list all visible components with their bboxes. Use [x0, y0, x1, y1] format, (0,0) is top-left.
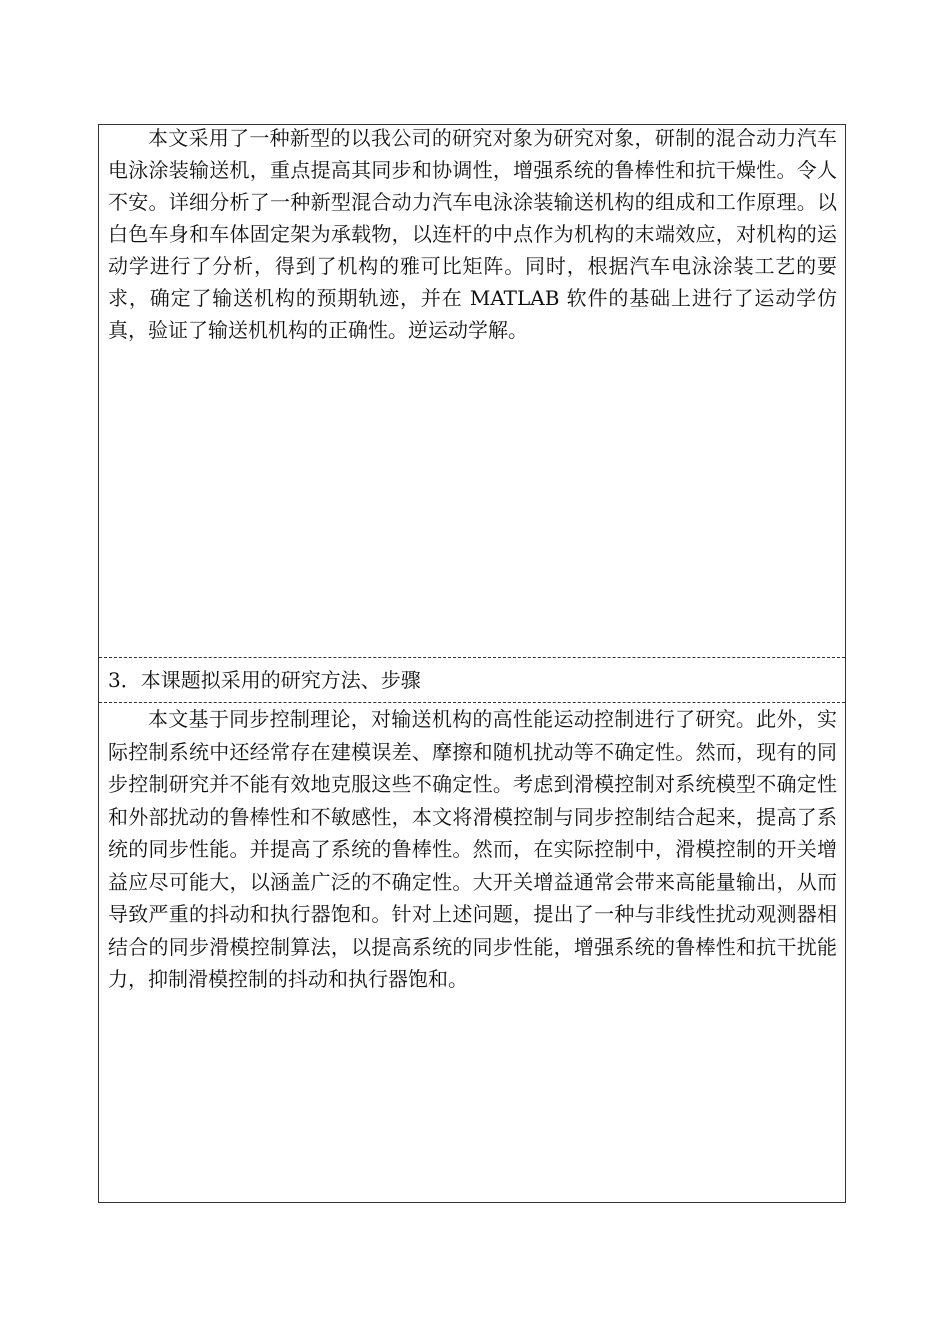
section-3-heading-cell	[99, 657, 845, 703]
section-3-heading: 3．本课题拟采用的研究方法、步骤	[108, 668, 421, 692]
background-content-cell	[99, 125, 845, 657]
proposal-form-table	[98, 124, 846, 1203]
background-paragraph: 本文采用了一种新型的以我公司的研究对象为研究对象，研制的混合动力汽车电泳涂装输送机，重点提高其同步和协调性，增强系统的鲁棒性和抗干燥性。令人不安。详细分析了一种新型混合动力汽车电泳涂装输送机构的组成和工作原理。以白色车身和车体固定架为承载物，以连杆的中点作为机构的末端效应，对机构的运动学进行了分析，得到了机构的雅可比矩阵。同时，根据汽车电泳涂装工艺的要求，确定了输送机构的预期轨迹，并在 MATLAB 软件的基础上进行了运动学仿真，验证了输送机机构的正确性。逆运动学解。	[108, 126, 837, 342]
methods-content-cell	[99, 703, 845, 1202]
methods-paragraph: 本文基于同步控制理论，对输送机构的高性能运动控制进行了研究。此外，实际控制系统中还经常存在建模误差、摩擦和随机扰动等不确定性。然而，现有的同步控制研究并不能有效地克服这些不确定性。考虑到滑模控制对系统模型不确定性和外部扰动的鲁棒性和不敏感性，本文将滑模控制与同步控制结合起来，提高了系统的同步性能。并提高了系统的鲁棒性。然而，在实际控制中，滑模控制的开关增益应尽可能大，以涵盖广泛的不确定性。大开关增益通常会带来高能量输出，从而导致严重的抖动和执行器饱和。针对上述问题，提出了一种与非线性扰动观测器相结合的同步滑模控制算法，以提高系统的同步性能，增强系统的鲁棒性和抗干扰能力，抑制滑模控制的抖动和执行器饱和。	[108, 707, 837, 991]
